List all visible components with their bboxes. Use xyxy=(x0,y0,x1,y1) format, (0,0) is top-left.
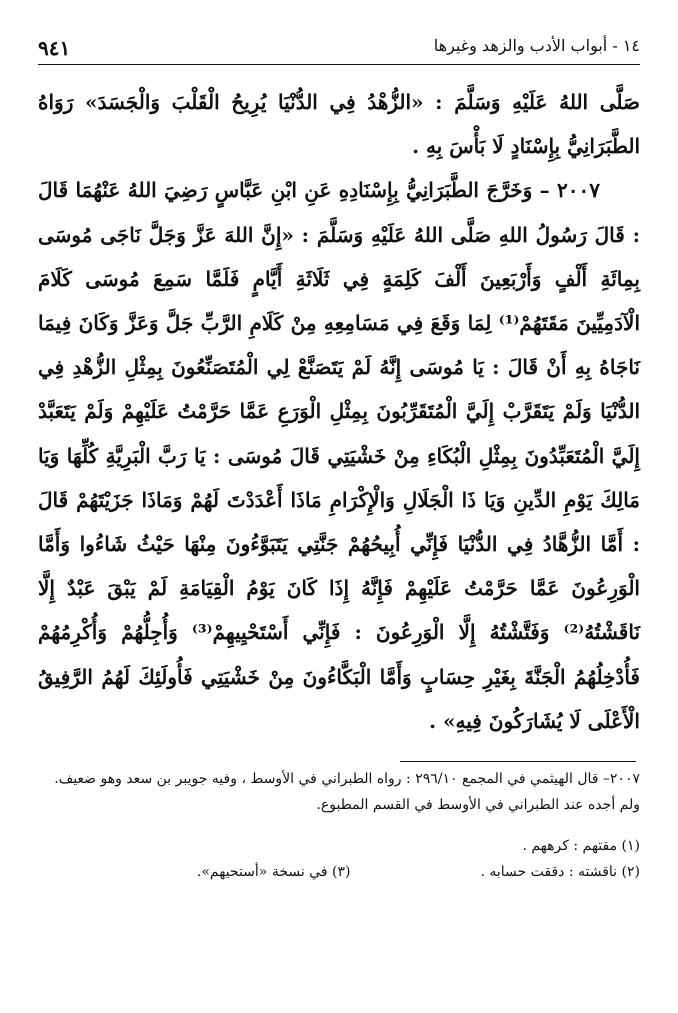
gloss-footnotes xyxy=(38,833,640,885)
reference-footnote xyxy=(38,766,640,818)
footnote-3: (٣) في نسخة «أستحيهم». xyxy=(196,864,351,880)
footnote-2: (٢) ناقشته : دققت حسابه . xyxy=(480,864,640,880)
running-head: ١٤ - أبواب الأدب والزهد وغيرها xyxy=(433,36,640,55)
page-number: ٩٤١ xyxy=(38,36,71,60)
paragraph-continuation: صَلَّى اللهُ عَلَيْهِ وَسَلَّمَ : «الزُّهْدُ فِي الدُّنْيَا يُرِيحُ الْقَلْبَ وَالْجَسَدَ» رَوَاهُ الطَّبَرَانِيُّ بِإِسْنَادٍ لَا بَأْسَ بِهِ . xyxy=(38,90,640,159)
hadith-paragraph xyxy=(38,168,640,743)
reference-footnote-text: ٢٠٠٧– قال الهيثمي في المجمع ٢٩٦/١٠ : رواه الطبراني في الأوسط ، وفيه جويبر بن سعد وهو ضعيف. ولم أجده عند الطبراني في الأوسط في القسم المطبوع. xyxy=(54,771,640,813)
footnote-row xyxy=(38,859,640,885)
footnote-1: (١) مقتهم : كرههم . xyxy=(522,838,640,854)
main-text xyxy=(38,80,640,743)
hadith-number: ٢٠٠٧ – xyxy=(539,178,600,203)
page-header xyxy=(38,30,640,65)
hadith-text: وَخَرَّجَ الطَّبَرَانِيُّ بِإِسْنَادِهِ عَنِ ابْنِ عَبَّاسٍ رَضِيَ اللهُ عَنْهُمَا قَالَ : قَالَ رَسُولُ اللهِ صَلَّى اللهُ عَلَيْهِ وَسَلَّمَ : «إِنَّ اللهَ عَزَّ وَجَلَّ نَاجَى مُوسَى بِمِائَةِ أَلْفٍ وَأَرْبَعِينَ أَلْفَ كَلِمَةٍ فِي ثَلَاثَةِ أَيَّامٍ فَلَمَّا سَمِعَ مُوسَى كَلَامَ الْآدَمِيِّينَ مَقَتَهُمْ⁽¹⁾ لِمَا وَقَعَ فِي مَسَامِعِهِ مِنْ كَلَامِ الرَّبِّ جَلَّ وَعَزَّ وَكَانَ فِيمَا نَاجَاهُ بِهِ أَنْ قَالَ : يَا مُوسَى إِنَّهُ لَمْ يَتَصَنَّعْ لِي الْمُتَصَنِّعُونَ بِمِثْلِ الزُّهْدِ فِي الدُّنْيَا وَلَمْ يَتَقَرَّبْ إِلَيَّ الْمُتَقَرِّبُونَ بِمِثْلِ الْوَرَعِ عَمَّا حَرَّمْتُ عَلَيْهِمْ وَلَمْ يَتَعَبَّدْ إِلَيَّ الْمُتَعَبِّدُونَ بِمِثْلِ الْبُكَاءِ مِنْ خَشْيَتِي قَالَ مُوسَى : يَا رَبَّ الْبَرِيَّةِ كُلِّهَا وَيَا مَالِكَ يَوْمِ الدِّينِ وَيَا ذَا الْجَلَالِ وَالْإِكْرَامِ مَاذَا أَعْدَدْتَ لَهُمْ وَمَاذَا جَزَيْتَهُمْ قَالَ : أَمَّا الزُّهَّادُ فِي الدُّنْيَا فَإِنِّي أُبِيحُهُمْ جَنَّتِي يَتَبَوَّءُونَ مِنْهَا حَيْثُ شَاءُوا وَأَمَّا الْوَرِعُونَ عَمَّا حَرَّمْتُ عَلَيْهِمْ فَإِنَّهُ إِذَا كَانَ يَوْمُ الْقِيَامَةِ لَمْ يَبْقَ عَبْدٌ إِلَّا نَاقَشْتُهُ⁽²⁾ وَفَتَّشْتُهُ إِلَّا الْوَرِعُونَ : فَإِنِّي أَسْتَحْيِيهِمْ⁽³⁾ وَأُجِلُّهُمْ وَأُكْرِمُهُمْ فَأُدْخِلُهُمُ الْجَنَّةَ بِغَيْرِ حِسَابٍ وَأَمَّا الْبَكَّاءُونَ مِنْ خَشْيَتِي فَأُولَئِكَ لَهُمُ الرَّفِيقُ الْأَعْلَى لَا يُشَارَكُونَ فِيهِ» . xyxy=(38,178,641,733)
footnote-separator xyxy=(400,761,636,762)
